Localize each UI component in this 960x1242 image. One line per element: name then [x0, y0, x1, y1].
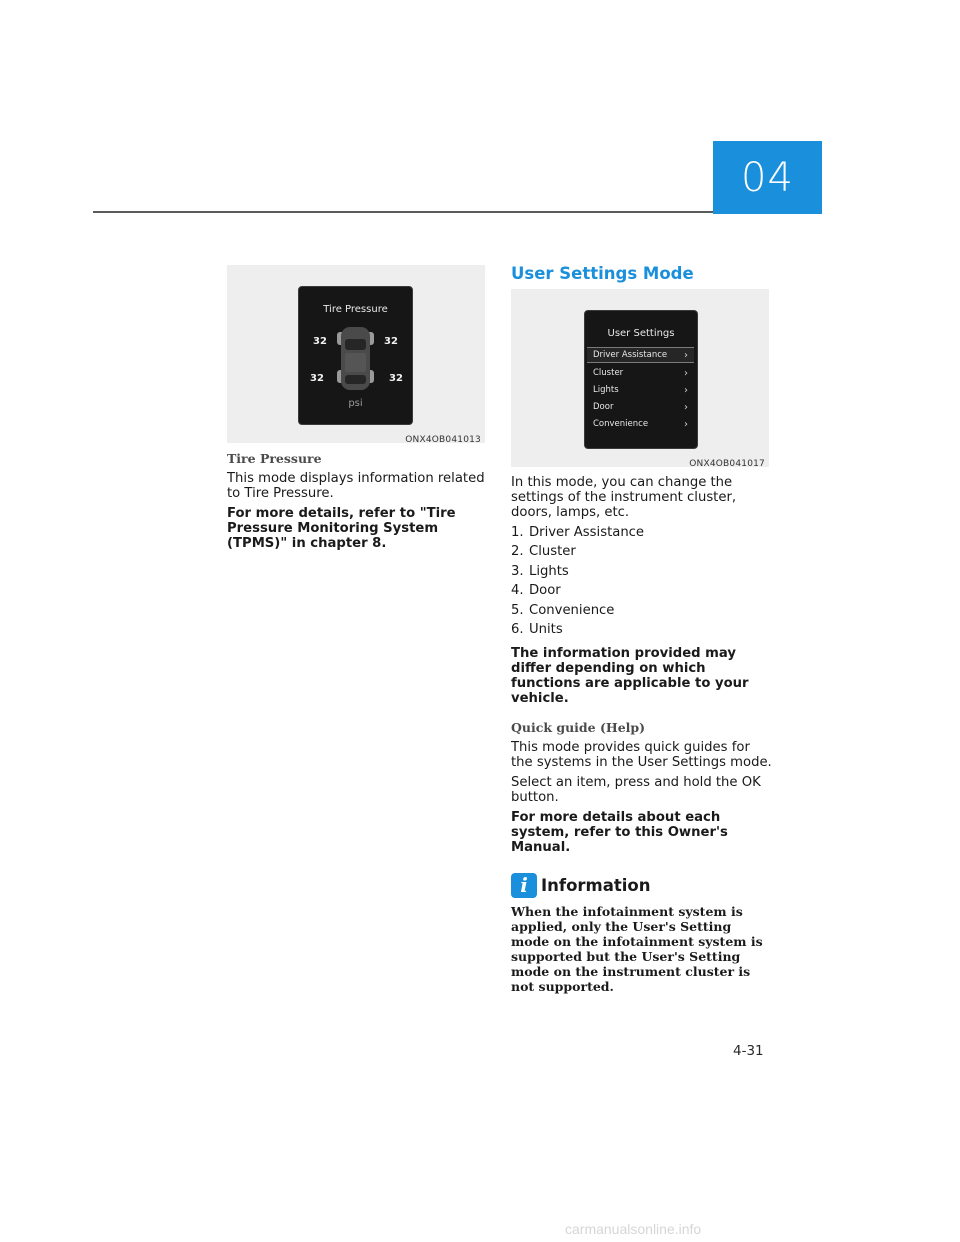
header-rule: [93, 211, 713, 213]
chevron-right-icon: ›: [684, 418, 688, 430]
figure-code: ONX4OB041017: [689, 459, 765, 469]
chapter-tab: 04: [713, 141, 822, 214]
menu-item-cluster: [587, 365, 694, 381]
user-settings-section: [511, 475, 773, 994]
figure-code: ONX4OB041013: [405, 435, 481, 445]
tire-pressure-note: For more details, refer to "Tire Pressure Monitoring System (TPMS)" in chapter 8.: [227, 506, 456, 551]
chevron-right-icon: ›: [684, 367, 688, 379]
page-number: 4-31: [733, 1043, 764, 1059]
tire-pressure-screen: [298, 286, 413, 425]
menu-item-label: Lights: [593, 385, 619, 395]
menu-item-lights: [587, 382, 694, 398]
menu-item-driver-assistance: [587, 347, 694, 363]
info-icon: i: [511, 873, 537, 898]
menu-item-door: [587, 399, 694, 415]
user-settings-intro: In this mode, you can change the settings of the instrument cluster, doors, lamps, etc.: [511, 475, 737, 520]
quick-guide-body-2: Select an item, press and hold the OK button.: [511, 775, 761, 806]
list-item: 1. Driver Assistance: [511, 525, 645, 540]
quick-guide-heading: Quick guide (Help): [511, 720, 646, 736]
chevron-right-icon: ›: [684, 384, 688, 396]
section-title: User Settings Mode: [511, 264, 694, 283]
list-item: 6. Units: [511, 621, 563, 637]
menu-item-label: Door: [593, 402, 614, 412]
list-item: 2. Cluster: [511, 544, 576, 560]
tire-pressure-screen-title: Tire Pressure: [323, 304, 388, 315]
user-settings-figure: [511, 289, 769, 467]
information-title: Information: [541, 876, 651, 896]
list-item: 5. Convenience: [511, 602, 615, 618]
watermark: carmanualsonline.info: [565, 1221, 702, 1237]
tire-pressure-unit: psi: [348, 398, 363, 409]
information-body: When the infotainment system is applied, only the User's Setting mode on the infotainment system is supported but the User's Setting mode on the instrument cluster is not supported.: [511, 904, 763, 995]
list-note: The information provided may differ depending on which functions are applicable to your vehicle.: [511, 646, 749, 707]
chevron-right-icon: ›: [684, 401, 688, 413]
list-item: 3. Lights: [511, 563, 569, 579]
tire-rear-right-value: 32: [389, 373, 403, 384]
menu-item-label: Cluster: [593, 368, 624, 378]
quick-guide-body-1: This mode provides quick guides for the systems in the User Settings mode.: [511, 740, 772, 771]
chevron-right-icon: ›: [684, 349, 688, 361]
tire-pressure-section: [227, 451, 489, 556]
menu-item-convenience: [587, 416, 694, 432]
quick-guide-note: For more details about each system, refer to this Owner's Manual.: [511, 810, 728, 856]
tire-rear-left-value: 32: [310, 373, 324, 384]
tire-front-right-value: 32: [384, 336, 398, 347]
user-settings-list: [511, 525, 773, 641]
tire-pressure-figure: [227, 265, 485, 443]
tire-front-left-value: 32: [313, 336, 327, 347]
tire-pressure-heading: Tire Pressure: [227, 451, 322, 466]
menu-item-label: Convenience: [593, 419, 649, 429]
information-header: [511, 873, 773, 898]
user-settings-screen: [584, 310, 698, 449]
menu-item-label: Driver Assistance: [593, 350, 668, 360]
user-settings-screen-title: User Settings: [607, 328, 675, 339]
list-item: 4. Door: [511, 583, 561, 599]
tire-pressure-body: This mode displays information related to Tire Pressure.: [227, 471, 485, 501]
